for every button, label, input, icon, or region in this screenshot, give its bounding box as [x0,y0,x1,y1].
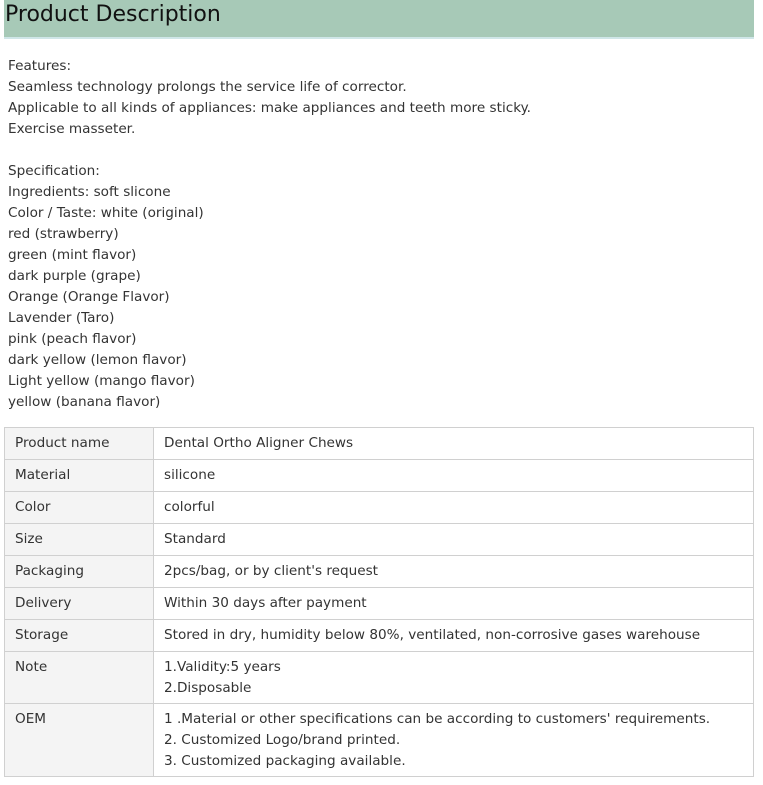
spec-item: dark purple (grape) [8,268,141,284]
row-value-line: colorful [164,499,215,515]
row-value-line: silicone [164,467,216,483]
row-value-line: 2pcs/bag, or by client's request [164,563,379,579]
spec-item: green (mint flavor) [8,247,137,263]
table-row [5,524,754,556]
product-spec-table [4,427,754,777]
spec-item: Color / Taste: white (original) [8,205,204,221]
specification-heading: Specification: [8,163,100,179]
page-title: Product Description [5,2,221,27]
row-label: Packaging [5,556,154,588]
table-row [5,588,754,620]
row-value [154,524,754,556]
table-row [5,428,754,460]
table-row [5,704,754,777]
row-value [154,428,754,460]
row-label: Material [5,460,154,492]
row-label: Delivery [5,588,154,620]
row-value [154,460,754,492]
row-value-line: 2.Disposable [164,680,252,696]
row-value [154,588,754,620]
spec-item: Lavender (Taro) [8,310,115,326]
row-value-line: 1.Validity:5 years [164,659,281,675]
row-value [154,556,754,588]
spec-item: yellow (banana flavor) [8,394,161,410]
row-value [154,492,754,524]
paragraph-spacer [8,140,531,161]
spec-item: Light yellow (mango flavor) [8,373,195,389]
row-value-line: Within 30 days after payment [164,595,367,611]
row-value-line: Standard [164,531,226,547]
row-value [154,704,754,777]
row-value-line: 2. Customized Logo/brand printed. [164,732,401,748]
row-label: Note [5,652,154,704]
row-value-line: 3. Customized packaging available. [164,753,406,769]
row-label: Size [5,524,154,556]
description-text [8,56,531,413]
row-value-line: Stored in dry, humidity below 80%, ventilated, non-corrosive gases warehouse [164,627,701,643]
spec-item: red (strawberry) [8,226,119,242]
row-label: Color [5,492,154,524]
features-heading: Features: [8,58,72,74]
feature-item: Exercise masseter. [8,121,136,137]
row-value-line: 1 .Material or other specifications can be according to customers' requirements. [164,711,711,727]
table-row [5,556,754,588]
table-row [5,492,754,524]
row-label: Storage [5,620,154,652]
table-row [5,620,754,652]
table-row [5,652,754,704]
spec-item: dark yellow (lemon flavor) [8,352,187,368]
row-value-line: Dental Ortho Aligner Chews [164,435,354,451]
spec-item: Ingredients: soft slicone [8,184,171,200]
spec-item: pink (peach flavor) [8,331,137,347]
row-label: OEM [5,704,154,777]
feature-item: Seamless technology prolongs the service life of corrector. [8,79,407,95]
feature-item: Applicable to all kinds of appliances: make appliances and teeth more sticky. [8,100,532,116]
row-value [154,620,754,652]
table-row [5,460,754,492]
section-header [4,0,754,39]
row-value [154,652,754,704]
row-label: Product name [5,428,154,460]
spec-item: Orange (Orange Flavor) [8,289,170,305]
